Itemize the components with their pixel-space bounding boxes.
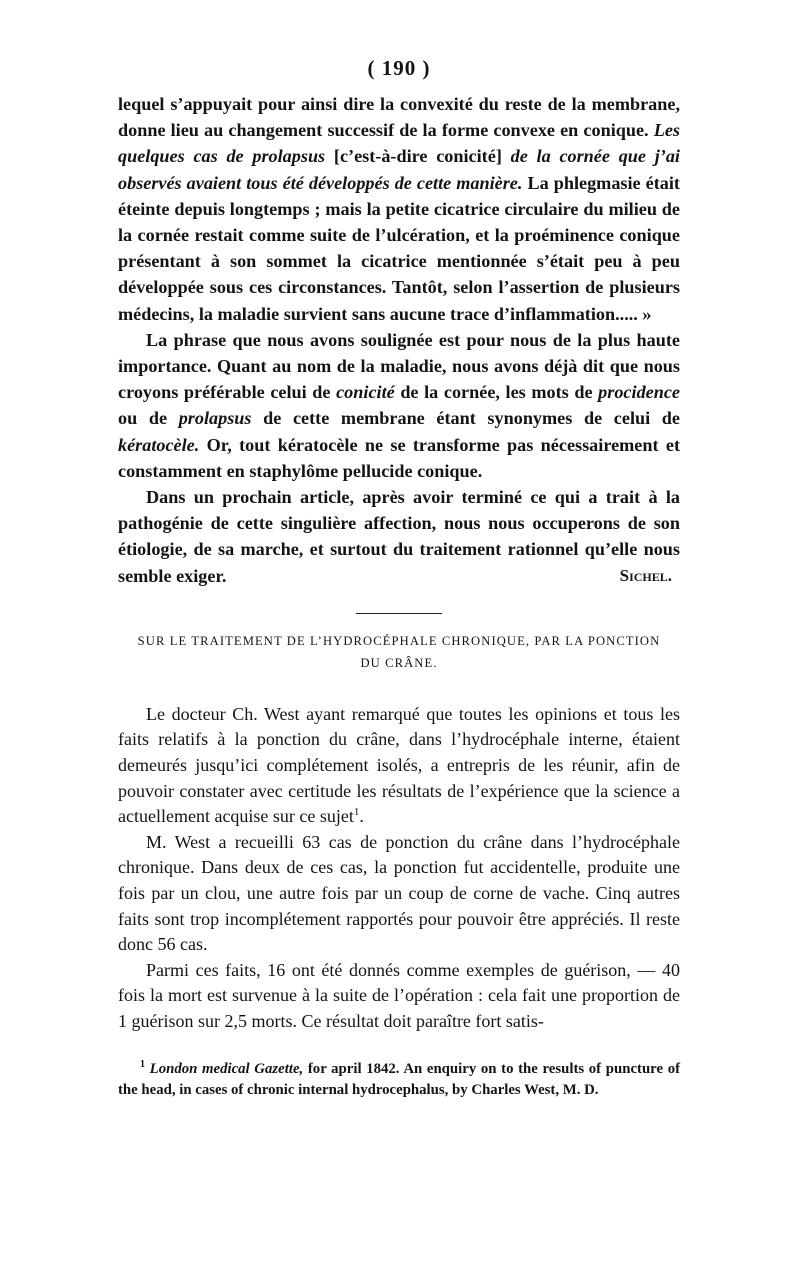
author-signature: Sichel. bbox=[619, 565, 672, 585]
paragraph-1: lequel s’appuyait pour ainsi dire la convexité du reste de la membrane, donne lieu au changement successif de la forme convexe en conique. Les quelques cas de prolapsus [c’est-à-dire conicité] de la cornée que j’ai observés avaient tous été développés de cette manière. La phlegmasie était éteinte depuis longtemps ; mais la petite cicatrice circulaire du milieu de la cornée restait comme suite de l’ulcération, et la proéminence conique présentant à son sommet la cicatrice mentionnée s’était peu à peu développée sous ces circonstances. Tantôt, selon l’assertion de plusieurs médecins, la maladie survient sans aucune trace d’inflammation..... » bbox=[118, 94, 680, 324]
book-page bbox=[118, 56, 680, 1102]
paragraph-6: Parmi ces faits, 16 ont été donnés comme exemples de guérison, — 40 fois la mort est survenue à la suite de l’opération : cela fait une proportion de 1 guérison sur 2,5 morts. Ce résultat doit paraître fort satis- bbox=[118, 959, 680, 1031]
page-number: ( 190 ) bbox=[367, 56, 431, 80]
footnote-mark: 1 bbox=[140, 1058, 145, 1070]
emphasis: Les quelques cas de prolapsus bbox=[118, 120, 680, 167]
emphasis: de la cornée que j’ai observés avaient tous été développés de cette manière. bbox=[118, 146, 680, 193]
footnote-reference: 1 bbox=[353, 806, 360, 819]
paragraph-4: Le docteur Ch. West ayant remarqué que toutes les opinions et tous les faits relatifs à la ponction du crâne, dans l’hydrocéphale interne, étaient demeurés jusqu’ici complétement isolés, a entrepris de les réunir, afin de pouvoir constater avec certitude les résultats de l’expérience que la science a actuellement acquise sur ce sujet$^1$. bbox=[118, 703, 680, 827]
sichel-article-conclusion bbox=[118, 91, 680, 589]
emphasis: procidence bbox=[598, 382, 680, 403]
article-heading: SUR LE TRAITEMENT DE L’HYDROCÉPHALE CHRONIQUE, PAR LA PONCTION DU CRÂNE. bbox=[137, 633, 661, 670]
footnote-source-title: London medical Gazette, bbox=[149, 1060, 304, 1077]
paragraph-5: M. West a recueilli 63 cas de ponction du crâne dans l’hydrocéphale chronique. Dans deux de ces cas, la ponction fut accidentelle, produite une fois par un clou, une autre fois par un coup de corne de vache. Cinq autres faits sont trop incomplétement rapportés pour pouvoir être appréciés. Il reste donc 56 cas. bbox=[118, 831, 680, 955]
paragraph-2: La phrase que nous avons soulignée est pour nous de la plus haute importance. Quant au nom de la maladie, nous avons déjà dit que nous croyons préférable celui de conicité de la cornée, les mots de procidence ou de prolapsus de cette membrane étant synonymes de celui de kératocèle. Or, tout kératocèle ne se transforme pas nécessairement et constamment en staphylôme pellucide conique. bbox=[118, 329, 680, 481]
west-article bbox=[118, 702, 680, 1035]
paragraph-3: Dans un prochain article, après avoir terminé ce qui a trait à la pathogénie de cette singulière affection, nous nous occuperons de son étiologie, de sa marche, et surtout du traitement rationnel qu’elle nous semble exiger. Sichel. bbox=[118, 484, 680, 589]
emphasis: prolapsus bbox=[178, 408, 252, 429]
section-divider bbox=[356, 613, 442, 614]
footnote: $^1$ London medical Gazette, for april 1842. An enquiry on to the results of puncture of the head, in cases of chronic internal hydrocephalus, by Charles West, M. D. bbox=[118, 1058, 681, 1099]
emphasis: kératocèle. bbox=[118, 434, 200, 455]
emphasis: conicité bbox=[336, 382, 395, 403]
